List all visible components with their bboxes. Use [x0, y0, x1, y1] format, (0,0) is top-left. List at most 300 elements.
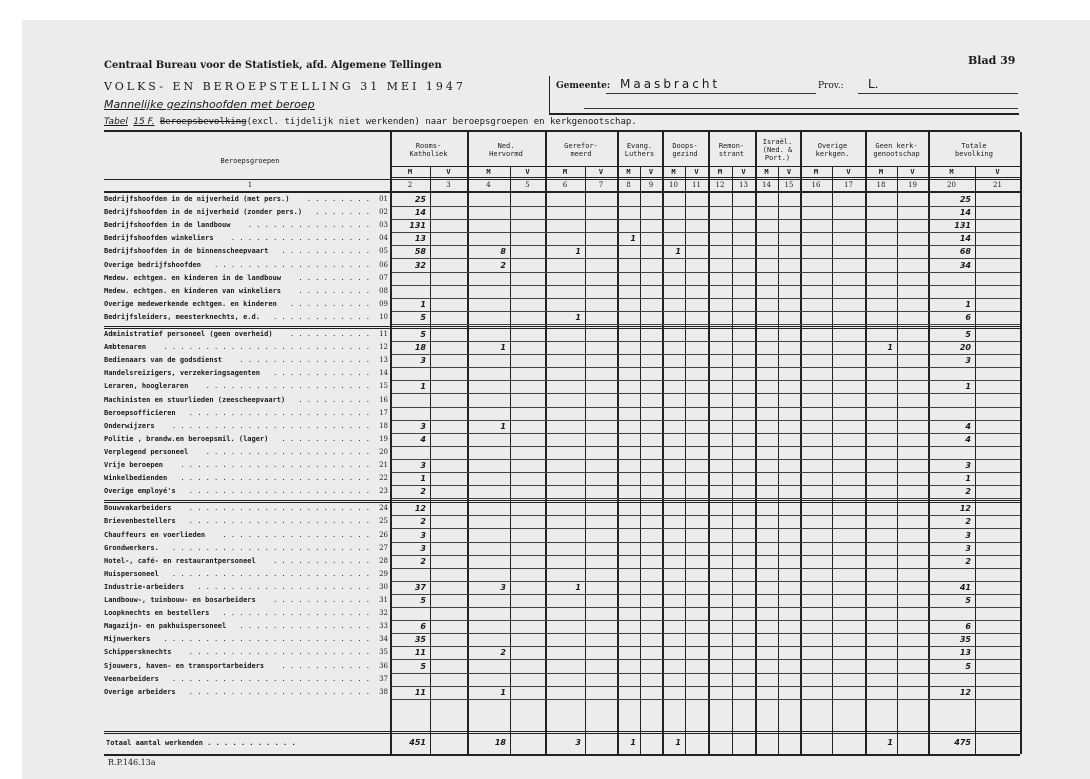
- table-cell: 13: [414, 234, 426, 243]
- row-number: 13: [379, 356, 388, 364]
- row-number: 12: [379, 343, 388, 351]
- leader-dots: . . . . . . . . . . . . . . . . . . . . . . .: [180, 461, 370, 469]
- column-group-header: (Ned. &: [762, 146, 793, 154]
- section-rule: [104, 733, 1020, 734]
- v-header: V: [694, 168, 699, 176]
- leader-dots: . . . . . . . . . . . . . . . . . .: [222, 609, 370, 617]
- row-number: 07: [379, 274, 388, 282]
- total-label-text: Totaal aantal werkenden: [106, 739, 203, 747]
- table-cell: 4: [965, 435, 971, 444]
- row-number: 09: [379, 300, 388, 308]
- table-cell: 11: [414, 648, 426, 657]
- census-title: VOLKS- EN BEROEPSTELLING 31 MEI 1947: [104, 80, 466, 93]
- table-cell: 5: [420, 662, 426, 671]
- row-number: 26: [379, 531, 388, 539]
- row-label-text: Vrije beroepen: [104, 461, 164, 469]
- table-cell: 3: [965, 461, 971, 470]
- leader-dots: . . . . . . . . . . . . . . . . . . . . .: [197, 583, 370, 591]
- leader-dots: . . . . . . . . . . . . . . . . . . . . . . . .: [171, 422, 370, 430]
- total-cell: 18: [494, 738, 506, 747]
- leader-dots: . . . . . . . . . . .: [281, 662, 370, 670]
- mv-divider: [832, 166, 833, 754]
- row-label-text: Landbouw-, tuinbouw- en bosarbeiders: [104, 596, 256, 604]
- row-rule: [392, 285, 1020, 286]
- row-number: 36: [379, 662, 388, 670]
- table-cell: 4: [965, 422, 971, 431]
- m-header: M: [878, 168, 884, 176]
- mv-divider: [975, 166, 976, 754]
- table-cell: 1: [575, 247, 581, 256]
- v-header: V: [525, 168, 530, 176]
- leader-dots: . . . . . . . . . . . . . . . . . . . . . . .: [180, 474, 370, 482]
- table-cell: 25: [959, 195, 971, 204]
- column-group-header: Ned.: [497, 142, 515, 150]
- struck-word: Beroepsbevolking: [159, 117, 247, 127]
- row-number: 25: [379, 517, 388, 525]
- table-cell: 6: [420, 622, 426, 631]
- leader-dots: . . . . . . . . . . . . . . . . . . . . . .: [188, 487, 370, 495]
- column-number: 6: [562, 181, 568, 189]
- row-label-text: Schippersknechts: [104, 648, 172, 656]
- table-cell: 5: [965, 330, 971, 339]
- row-rule: [392, 633, 1020, 634]
- mv-divider: [685, 166, 686, 754]
- organization-name: Centraal Bureau voor de Statistiek, afd. Algemene Tellingen: [104, 60, 442, 71]
- row-number: 23: [379, 487, 388, 495]
- row-number: 34: [379, 635, 388, 643]
- table-cell: 35: [959, 635, 971, 644]
- leader-dots: . . . . . . . . . . . .: [273, 369, 370, 377]
- column-group-header: bevolking: [955, 150, 993, 158]
- column-number: 19: [908, 181, 917, 189]
- table-cell: 14: [959, 208, 971, 217]
- leader-dots: . . . . . . . . . . . . . . . . . .: [222, 531, 370, 539]
- table-cell: 12: [959, 504, 971, 513]
- table-cell: 35: [414, 635, 426, 644]
- column-group-header: Rooms-: [415, 142, 442, 150]
- row-number: 30: [379, 583, 388, 591]
- table-cell: 6: [965, 313, 971, 322]
- column-group-header: Remon-: [718, 142, 745, 150]
- table-cell: 1: [965, 474, 971, 483]
- v-header: V: [648, 168, 654, 176]
- row-number: 19: [379, 435, 388, 443]
- total-cell: 3: [575, 738, 581, 747]
- leader-dots: . . . . . . . . . . . . . . . .: [239, 622, 370, 630]
- row-number: 08: [379, 287, 388, 295]
- row-label-text: Overige bedrijfshoofden: [104, 261, 201, 269]
- total-cell: 1: [675, 738, 681, 747]
- table-cell: 13: [959, 648, 971, 657]
- row-number: 11: [379, 330, 388, 338]
- table-cell: 2: [500, 261, 506, 270]
- caption-text: (excl. tijdelijk niet werkenden) naar beroepsgroepen en kerkgenootschap.: [246, 117, 637, 127]
- mv-bottom-rule: [390, 177, 1020, 178]
- column-number: 15: [784, 181, 794, 189]
- table-cell: 1: [500, 422, 506, 431]
- leader-dots: . . . . . . . . . . . . . . .: [247, 221, 370, 229]
- column-number: 13: [739, 181, 748, 189]
- mv-divider: [778, 166, 779, 754]
- column-number: 8: [626, 181, 631, 189]
- row-label-text: Bedrijfshoofden winkeliers: [104, 234, 214, 242]
- row-number: 35: [379, 648, 388, 656]
- mv-divider: [510, 166, 511, 754]
- row-rule: [392, 367, 1020, 368]
- table-cell: 3: [420, 356, 426, 365]
- column-group-header: Port.): [764, 154, 791, 162]
- row-rule: [392, 686, 1020, 687]
- row-number: 02: [379, 208, 388, 216]
- row-number: 17: [379, 409, 388, 417]
- row-number: 20: [379, 448, 388, 456]
- row-rule: [392, 607, 1020, 608]
- table-cell: 6: [965, 622, 971, 631]
- row-label-text: Bedrijfshoofden in de binnenscheepvaart: [104, 247, 269, 255]
- row-rule: [392, 699, 1020, 700]
- row-label-text: Veenarbeiders: [104, 675, 159, 683]
- row-label-text: Huispersoneel: [104, 570, 159, 578]
- leader-dots: . . . . . . . . . . . . . . . . . . . . . .: [188, 688, 370, 696]
- table-cell: 3: [965, 356, 971, 365]
- row-label-text: Politie , brandw.en beroepsmil. (lager): [104, 435, 269, 443]
- row-label-text: Bedrijfshoofden in de landbouw: [104, 221, 231, 229]
- row-number: 24: [379, 504, 388, 512]
- row-rule: [392, 659, 1020, 660]
- v-header: V: [786, 168, 792, 176]
- row-label-text: Verplegend personeel: [104, 448, 189, 456]
- column-group-header: Katholiek: [409, 150, 448, 158]
- table-cell: 68: [959, 247, 971, 256]
- m-header: M: [764, 168, 769, 176]
- column-group-header: Gerefor-: [564, 142, 598, 150]
- table-cell: 3: [500, 583, 506, 592]
- column-group-header: genootschap: [873, 150, 920, 158]
- row-rule: [392, 433, 1020, 434]
- m-header: M: [671, 168, 676, 176]
- group-divider: [800, 132, 802, 754]
- leader-dots: . . . . . . . . . . . . . . . . . . . . . .: [188, 504, 370, 512]
- header-divider: [549, 76, 550, 114]
- handwritten-subtitle: Mannelijke gezinshoofden met beroep: [104, 98, 315, 111]
- table-bottom-rule: [104, 754, 1020, 756]
- table-cell: 1: [675, 247, 681, 256]
- row-number: 28: [379, 557, 388, 565]
- row-label-text: Bedrijfshoofden in de nijverheid (met pers.): [104, 195, 290, 203]
- table-cell: 1: [420, 474, 426, 483]
- row-label-text: Overige medewerkende echtgen. en kinderen: [104, 300, 277, 308]
- row-rule: [392, 555, 1020, 556]
- table-cell: 5: [420, 596, 426, 605]
- leader-dots: . . . . . . . . . . . . . . . . . . . . . .: [188, 409, 370, 417]
- row-label-text: Hotel-, café- en restaurantpersoneel: [104, 557, 256, 565]
- leader-dots: . . . . . . . . . . . . . . . . . . . . . .: [188, 648, 370, 656]
- row-label-text: Leraren, hoogleraren: [104, 382, 189, 390]
- row-label-text: Sjouwers, haven- en transportarbeiders: [104, 662, 265, 670]
- m-header: M: [949, 168, 954, 176]
- table-cell: 18: [414, 343, 426, 352]
- row-rule: [392, 232, 1020, 233]
- row-rule: [392, 542, 1020, 543]
- table-cell: 3: [965, 531, 971, 540]
- row-label-text: Handelsreizigers, verzekeringsagenten: [104, 369, 260, 377]
- row-label-text: Overige employé's: [104, 487, 176, 495]
- table-cell: 1: [887, 343, 893, 352]
- row-rule: [392, 380, 1020, 381]
- group-divider: [1020, 132, 1022, 754]
- row-rule: [392, 646, 1020, 647]
- table-cell: 8: [500, 247, 506, 256]
- header-rule: [549, 113, 1019, 115]
- v-header: V: [446, 168, 451, 176]
- column-number: 9: [648, 181, 654, 189]
- group-divider: [617, 132, 619, 754]
- leader-dots: . . . . . . . . . . .: [281, 435, 370, 443]
- group-name-bottom-rule: [390, 166, 1020, 167]
- column-group-header: Overige: [817, 142, 848, 150]
- label-column-header: Beroepsgroepen: [220, 157, 280, 165]
- leader-dots: . . . . . . . . . .: [289, 300, 370, 308]
- column-group-header: Luthers: [624, 150, 655, 158]
- prov-value: L.: [868, 77, 879, 91]
- row-rule: [392, 459, 1020, 460]
- row-rule: [392, 620, 1020, 621]
- row-rule: [392, 341, 1020, 342]
- column-number: 3: [446, 181, 451, 189]
- m-header: M: [562, 168, 568, 176]
- row-label-text: Bedrijfshoofden in de nijverheid (zonder pers.): [104, 208, 303, 216]
- row-label-text: Bouwvakarbeiders: [104, 504, 172, 512]
- v-header: V: [910, 168, 915, 176]
- row-rule: [392, 515, 1020, 516]
- column-number: 16: [811, 181, 821, 189]
- v-header: V: [846, 168, 851, 176]
- total-cell: 475: [954, 738, 971, 747]
- row-number: 37: [379, 675, 388, 683]
- leader-dots: . . . . . . . . . . . . . . . .: [239, 356, 370, 364]
- total-cell: 1: [887, 738, 893, 747]
- row-number: 14: [379, 369, 388, 377]
- row-label-text: Bedienaars van de godsdienst: [104, 356, 223, 364]
- column-number: 2: [407, 181, 413, 189]
- gemeente-underline: [606, 93, 816, 94]
- column-group-header: Israël.: [762, 138, 793, 146]
- table-cell: 32: [414, 261, 426, 270]
- row-label-text: Mijnwerkers: [104, 635, 151, 643]
- m-header: M: [626, 168, 631, 176]
- table-cell: 3: [420, 531, 426, 540]
- table-cell: 3: [420, 461, 426, 470]
- colnum-bottom-rule: [104, 191, 1020, 193]
- row-number: 01: [379, 195, 388, 203]
- column-number: 17: [844, 181, 853, 189]
- table-cell: 1: [575, 583, 581, 592]
- m-header: M: [813, 168, 819, 176]
- row-rule: [392, 420, 1020, 421]
- table-cell: 2: [500, 648, 506, 657]
- table-cell: 131: [954, 221, 971, 230]
- column-number: 20: [947, 181, 956, 189]
- leader-dots: . . . . . . . . . . . .: [273, 596, 370, 604]
- column-group-header: kerkgen.: [815, 150, 850, 158]
- row-label-text: Medew. echtgen. en kinderen van winkeliers: [104, 287, 282, 295]
- column-number: 5: [525, 181, 530, 189]
- row-rule: [392, 311, 1020, 312]
- row-number: 04: [379, 234, 388, 242]
- leader-dots: . . . . . . . . . . . . . . . . . . . . . . . .: [171, 675, 370, 683]
- row-rule: [392, 485, 1020, 486]
- column-number: 12: [715, 181, 725, 189]
- row-rule: [392, 206, 1020, 207]
- row-number: 15: [379, 382, 388, 390]
- table-cell: 2: [965, 487, 971, 496]
- row-number: 31: [379, 596, 388, 604]
- leader-dots: . . . . . . . . . . .: [281, 247, 370, 255]
- table-cell: 41: [959, 583, 971, 592]
- row-rule: [392, 298, 1020, 299]
- table-number: 15 F.: [133, 117, 155, 127]
- table-cell: 14: [414, 208, 426, 217]
- leader-dots: . . . . . . . . . . . . . . . . . . . . . . . .: [171, 544, 370, 552]
- row-label-text: Chauffeurs en voerlieden: [104, 531, 206, 539]
- table-cell: 1: [420, 300, 426, 309]
- row-label-text: Onderwijzers: [104, 422, 155, 430]
- table-cell: 5: [965, 662, 971, 671]
- table-cell: 2: [420, 487, 426, 496]
- row-rule: [392, 272, 1020, 273]
- leader-dots: . . . . . . . . . . . . . . . . . . . . . .: [188, 517, 370, 525]
- column-number: 21: [993, 181, 1002, 189]
- table-cell: 37: [414, 583, 426, 592]
- m-header: M: [407, 168, 413, 176]
- row-number: 16: [379, 396, 388, 404]
- row-label-text: Machinisten en stuurlieden (zeescheepvaart): [104, 396, 286, 404]
- row-label-text: Beroepsofficieren: [104, 409, 176, 417]
- table-cell: 5: [420, 313, 426, 322]
- table-cell: 3: [965, 544, 971, 553]
- blank-line: [584, 108, 1018, 109]
- leader-dots: . . . . . . . . . . . . . . . . . . . . . . . .: [171, 570, 370, 578]
- row-rule: [392, 498, 1020, 499]
- row-rule: [392, 472, 1020, 473]
- leader-dots: . . . . . . . . . . . . . . . . . . . . . . . . .: [163, 635, 370, 643]
- group-divider: [708, 132, 710, 754]
- table-cell: 1: [500, 688, 506, 697]
- row-number: 06: [379, 261, 388, 269]
- leader-dots: . . . . . . . . . . . . . . . . . . . . . . . . .: [163, 343, 370, 351]
- total-row-label: [106, 738, 296, 748]
- column-number: 18: [876, 181, 886, 189]
- column-group-header: meerd: [570, 150, 592, 158]
- prov-underline: [858, 93, 1018, 94]
- section-rule: [104, 731, 1020, 732]
- prov-label: Prov.:: [818, 81, 844, 91]
- table-cell: 58: [414, 247, 426, 256]
- gemeente-value: Maasbracht: [620, 77, 721, 91]
- row-number: 33: [379, 622, 388, 630]
- header-bottom-rule: [104, 179, 1020, 180]
- table-cell: 1: [630, 234, 636, 243]
- table-cell: 5: [420, 330, 426, 339]
- row-rule: [392, 354, 1020, 355]
- leader-dots: . . . . . . . . .: [298, 274, 370, 282]
- row-rule: [392, 673, 1020, 674]
- leader-dots: . . . . . . . . . .: [289, 330, 370, 338]
- mv-divider: [732, 166, 733, 754]
- mv-divider: [640, 166, 641, 754]
- row-rule: [392, 219, 1020, 220]
- row-rule: [392, 528, 1020, 529]
- column-number: 11: [692, 181, 701, 189]
- leader-dots: . . . . . . . . . . . . . . . . .: [230, 234, 370, 242]
- row-label-text: Loopknechts en bestellers: [104, 609, 210, 617]
- row-label-text: Medew. echtgen. en kinderen in de landbouw: [104, 274, 282, 282]
- column-group-header: Totale: [961, 142, 987, 150]
- column-group-header: Hervormd: [489, 150, 523, 158]
- row-label-text: Brievenbestellers: [104, 517, 176, 525]
- row-label-text: Administratief personeel (geen overheid): [104, 330, 273, 338]
- column-number: 4: [486, 181, 491, 189]
- total-cell: 451: [409, 738, 426, 747]
- row-label-text: Magazijn- en pakhuispersoneel: [104, 622, 227, 630]
- table-cell: 1: [575, 313, 581, 322]
- leader-dots: . . . . . . . . .: [298, 396, 370, 404]
- column-group-header: Geen kerk-: [875, 142, 918, 150]
- m-header: M: [717, 168, 723, 176]
- group-divider: [865, 132, 867, 754]
- table-cell: 2: [420, 517, 426, 526]
- table-cell: 2: [965, 557, 971, 566]
- row-number: 03: [379, 221, 388, 229]
- group-divider: [467, 132, 469, 754]
- leader-dots: . . . . . . . . . . . .: [273, 557, 370, 565]
- table-cell: 11: [414, 688, 426, 697]
- group-divider: [545, 132, 547, 754]
- row-label-text: Overige arbeiders: [104, 688, 176, 696]
- group-divider: [662, 132, 664, 754]
- leader-dots: . . . . . . . . . . . . . . . . . . . .: [205, 382, 370, 390]
- column-group-header: Evang.: [626, 142, 653, 150]
- table-cell: 34: [959, 261, 971, 270]
- row-number: 22: [379, 474, 388, 482]
- row-label-text: Winkelbedienden: [104, 474, 168, 482]
- table-cell: 14: [959, 234, 971, 243]
- column-group-header: strant: [718, 150, 745, 158]
- table-cell: 2: [420, 557, 426, 566]
- table-cell: 12: [414, 504, 426, 513]
- row-label-text: Industrie-arbeiders: [104, 583, 185, 591]
- table-cell: 3: [420, 422, 426, 431]
- table-cell: 12: [959, 688, 971, 697]
- row-number: 18: [379, 422, 388, 430]
- v-header: V: [598, 168, 604, 176]
- row-number: 21: [379, 461, 388, 469]
- table-cell: 3: [420, 544, 426, 553]
- row-label-text: Bedrijfsleiders, meesterknechts, e.d.: [104, 313, 260, 321]
- section-rule: [104, 500, 1020, 501]
- leader-dots: . . . . . . . . . . . . . . . . . . . .: [205, 448, 370, 456]
- table-top-rule: [104, 130, 1020, 132]
- table-caption: [104, 117, 637, 128]
- row-rule: [392, 568, 1020, 569]
- row-rule: [392, 594, 1020, 595]
- form-code: R.P.146.13a: [108, 758, 156, 767]
- column-group-header: gezind: [672, 150, 698, 158]
- row-rule: [392, 245, 1020, 246]
- row-rule: [392, 393, 1020, 394]
- column-number: 10: [669, 181, 678, 189]
- sheet-number: Blad 39: [968, 54, 1016, 67]
